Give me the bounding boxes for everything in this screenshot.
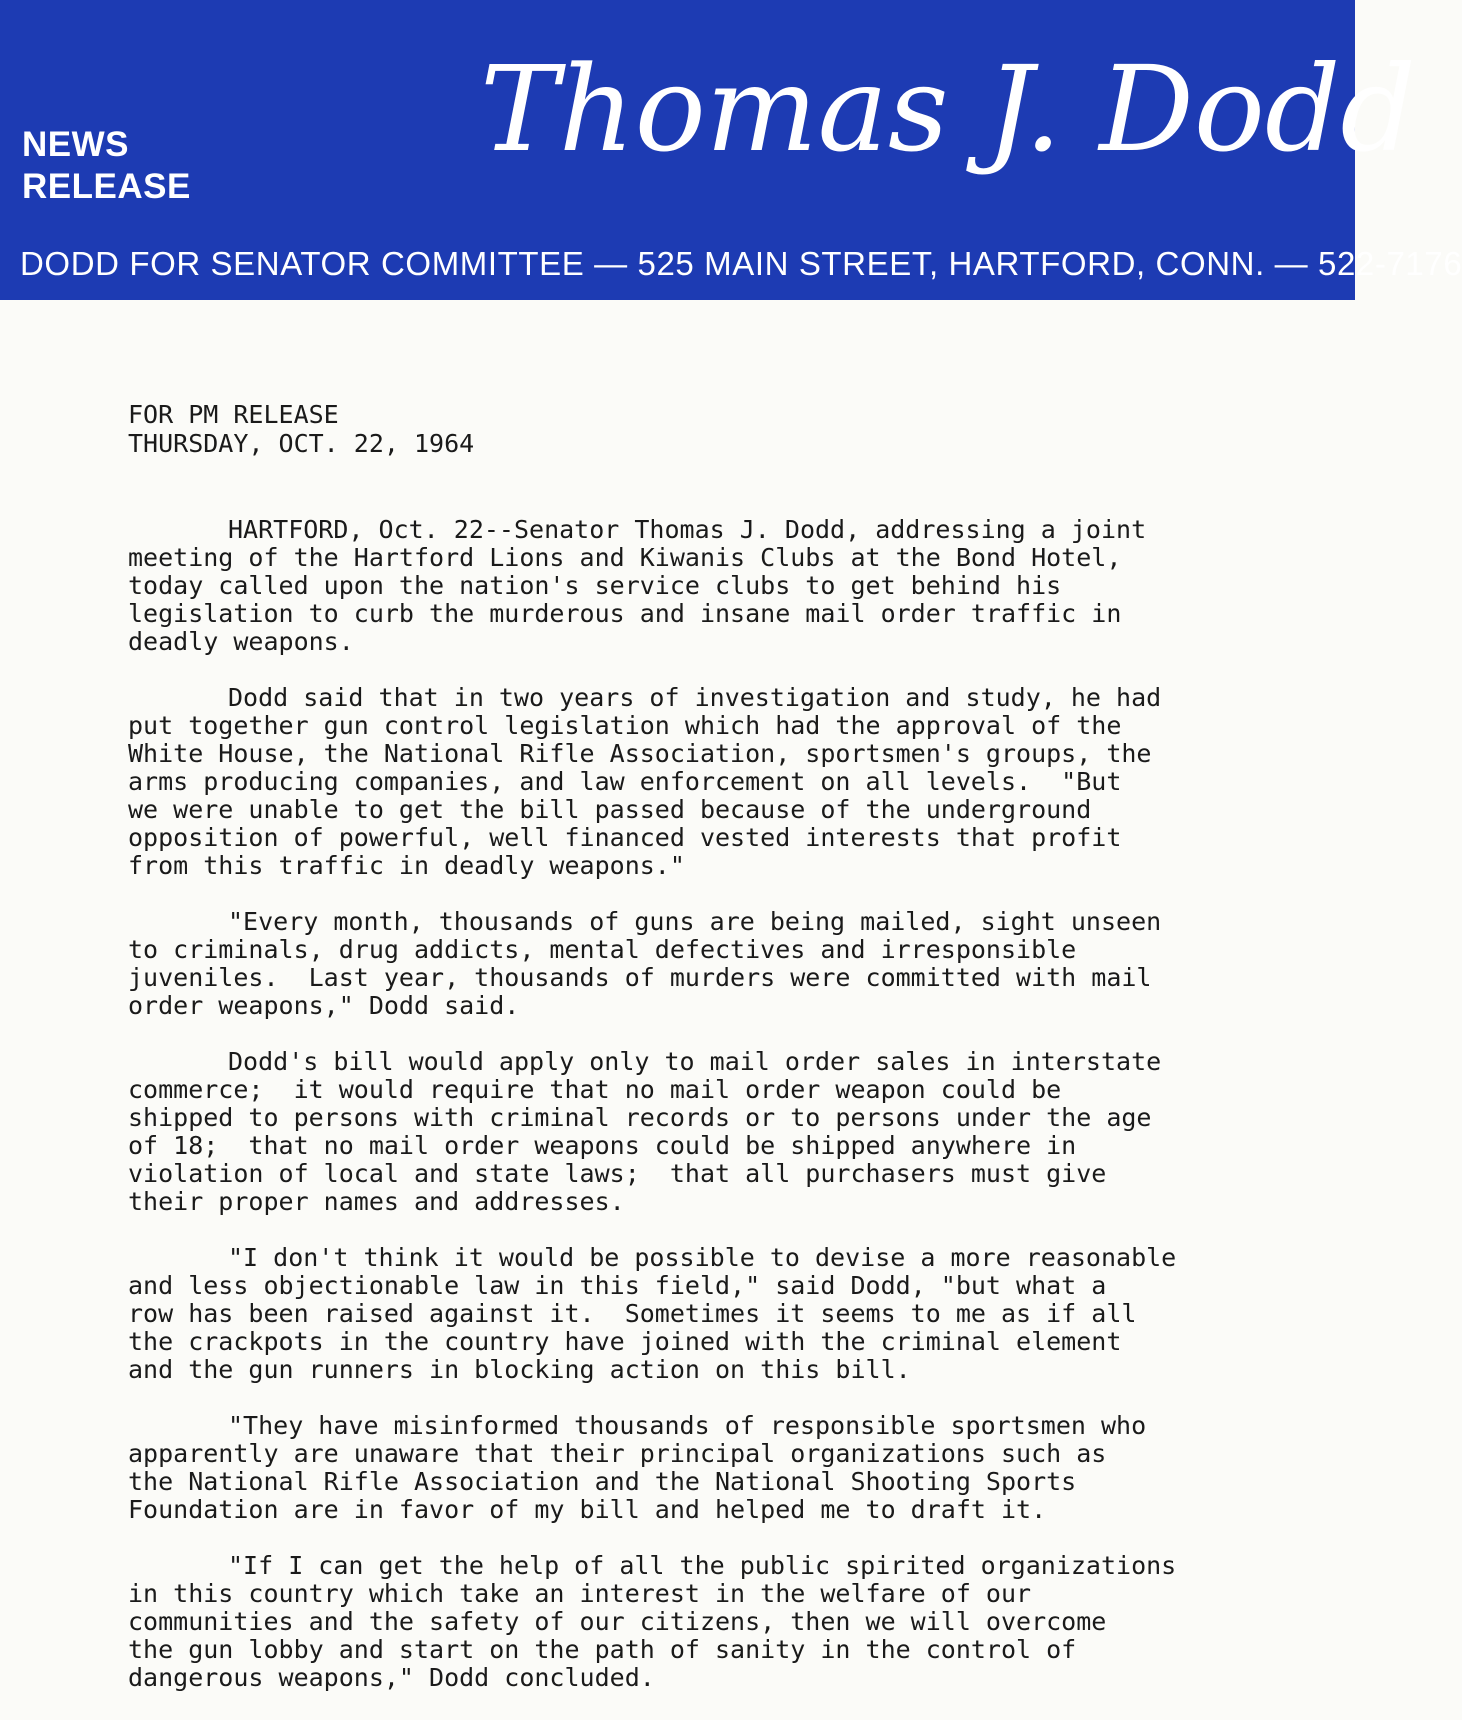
text-line: and less objectionable law in this field," said Dodd, "but what a <box>128 1271 1107 1300</box>
committee-address: DODD FOR SENATOR COMMITTEE — 525 MAIN STREET, HARTFORD, CONN. — 522-7176 <box>20 245 1462 282</box>
text-line: Foundation are in favor of my bill and helped me to draft it. <box>128 1495 1047 1524</box>
text-line: and the gun runners in blocking action on this bill. <box>128 1355 911 1384</box>
text-line: White House, the National Rifle Association, sportsmen's groups, the <box>128 739 1152 768</box>
body-paragraph <box>128 516 1278 656</box>
text-line: the National Rifle Association and the National Shooting Sports <box>128 1467 1077 1496</box>
text-line: in this country which take an interest in the welfare of our <box>128 1579 1032 1608</box>
text-line: violation of local and state laws; that all purchasers must give <box>128 1159 1107 1188</box>
text-line: apparently are unaware that their principal organizations such as <box>128 1439 1107 1468</box>
text-line: to criminals, drug addicts, mental defectives and irresponsible <box>128 935 1077 964</box>
text-line: commerce; it would require that no mail order weapon could be <box>128 1075 1062 1104</box>
text-line: "If I can get the help of all the public spirited organizations <box>228 1551 1177 1580</box>
text-line: their proper names and addresses. <box>128 1187 625 1216</box>
news-release-label <box>22 124 191 208</box>
text-line: opposition of powerful, well financed vested interests that profit <box>128 823 1122 852</box>
release-label: RELEASE <box>22 167 191 206</box>
text-line: legislation to curb the murderous and insane mail order traffic in <box>128 599 1122 628</box>
text-line: we were unable to get the bill passed because of the underground <box>128 795 1092 824</box>
text-line: shipped to persons with criminal records or to persons under the age <box>128 1103 1152 1132</box>
text-line: dangerous weapons," Dodd concluded. <box>128 1663 655 1692</box>
text-line: juveniles. Last year, thousands of murders were committed with mail <box>128 963 1152 992</box>
text-line: put together gun control legislation which had the approval of the <box>128 711 1122 740</box>
text-line: "I don't think it would be possible to devise a more reasonable <box>228 1243 1177 1272</box>
text-line: the crackpots in the country have joined with the criminal element <box>128 1327 1122 1356</box>
text-line: deadly weapons. <box>128 627 354 656</box>
text-line: "Every month, thousands of guns are being mailed, sight unseen <box>228 907 1162 936</box>
release-info <box>128 400 474 458</box>
text-line: meeting of the Hartford Lions and Kiwanis Clubs at the Bond Hotel, <box>128 543 1122 572</box>
body-paragraph <box>128 1552 1278 1692</box>
text-line: row has been raised against it. Sometimes it seems to me as if all <box>128 1299 1137 1328</box>
body-paragraph <box>128 1244 1278 1384</box>
release-date: THURSDAY, OCT. 22, 1964 <box>128 429 475 458</box>
release-timing: FOR PM RELEASE <box>128 400 339 429</box>
signature-logo <box>470 0 1416 240</box>
text-line: communities and the safety of our citizens, then we will overcome <box>128 1607 1107 1636</box>
news-label: NEWS <box>22 125 129 164</box>
text-line: arms producing companies, and law enforcement on all levels. "But <box>128 767 1122 796</box>
text-line: "They have misinformed thousands of responsible sportsmen who <box>228 1411 1147 1440</box>
body-paragraph <box>128 908 1278 1020</box>
body-paragraph <box>128 1048 1278 1216</box>
text-line: of 18; that no mail order weapons could be shipped anywhere in <box>128 1131 1077 1160</box>
text-line: Dodd's bill would apply only to mail order sales in interstate <box>228 1047 1162 1076</box>
text-line: the gun lobby and start on the path of sanity in the control of <box>128 1635 1077 1664</box>
text-line: HARTFORD, Oct. 22--Senator Thomas J. Dodd, addressing a joint <box>228 515 1147 544</box>
text-line: Dodd said that in two years of investigation and study, he had <box>228 683 1162 712</box>
text-line: today called upon the nation's service clubs to get behind his <box>128 571 1062 600</box>
text-line: order weapons," Dodd said. <box>128 991 520 1020</box>
signature-text: Thomas J. Dodd <box>480 40 1416 178</box>
text-line: from this traffic in deadly weapons." <box>128 851 685 880</box>
body-paragraph <box>128 1412 1278 1524</box>
body-paragraph <box>128 684 1278 880</box>
press-release-body <box>128 516 1278 1720</box>
letterhead-banner <box>0 0 1462 300</box>
